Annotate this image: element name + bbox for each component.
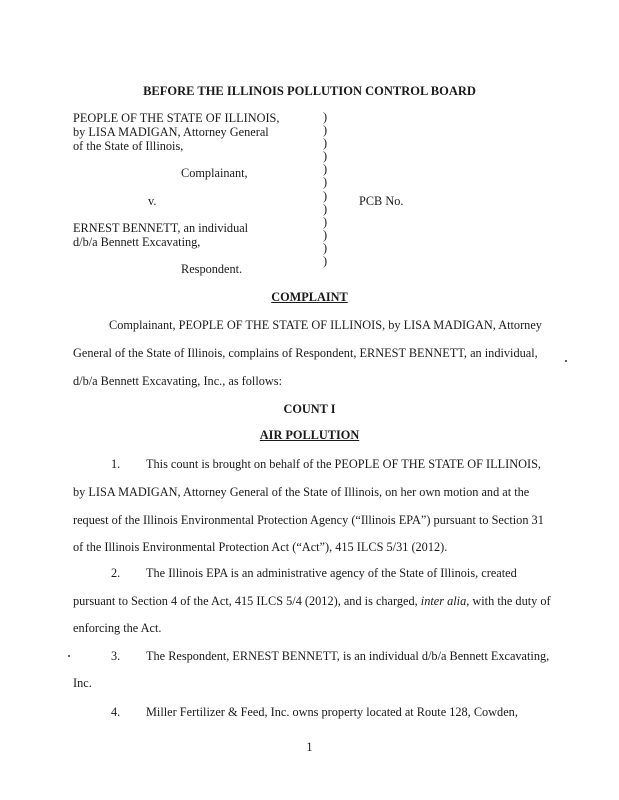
paragraph-3-line-2: Inc. [73, 676, 92, 690]
intro-line-3: d/b/a Bennett Excavating, Inc., as follows: [73, 374, 282, 388]
complainant-label: Complainant, [181, 166, 248, 180]
count-subtitle: AIR POLLUTION [259, 428, 360, 442]
paragraph-number: 4. [111, 705, 121, 719]
paragraph-1-line-3: request of the Illinois Environmental Protection Agency (“Illinois EPA”) pursuant to Section 31 [73, 513, 544, 527]
paragraph-2-line-3: enforcing the Act. [73, 621, 162, 635]
paragraph-1-line-2: by LISA MADIGAN, Attorney General of the State of Illinois, on her own motion and at the [73, 485, 530, 499]
paragraph-2-line-2-post: , with the duty of [466, 594, 551, 608]
scan-speck [68, 655, 70, 657]
paragraph-number: 1. [111, 457, 121, 471]
paragraph-number: 2. [111, 566, 121, 580]
paragraph-1-line-1: This count is brought on behalf of the PEOPLE OF THE STATE OF ILLINOIS, [146, 457, 541, 471]
scan-speck [565, 360, 567, 362]
count-title: COUNT I [283, 402, 336, 416]
paragraph-4-line-1: Miller Fertilizer & Feed, Inc. owns property located at Route 128, Cowden, [146, 705, 518, 719]
complaint-title: COMPLAINT [271, 290, 348, 304]
plaintiff-line-2: by LISA MADIGAN, Attorney General [73, 125, 269, 139]
defendant-line-1: ERNEST BENNETT, an individual [73, 221, 249, 235]
plaintiff-line-3: of the State of Illinois, [73, 139, 184, 153]
intro-line-2: General of the State of Illinois, complains of Respondent, ERNEST BENNETT, an individual, [73, 346, 538, 360]
paragraph-1-line-4: of the Illinois Environmental Protection Act (“Act”), 415 ILCS 5/31 (2012). [73, 540, 448, 554]
paragraph-2-italic-term: inter alia [420, 594, 467, 608]
versus-label: v. [148, 194, 157, 208]
paragraph-3-line-1: The Respondent, ERNEST BENNETT, is an individual d/b/a Bennett Excavating, [146, 649, 550, 663]
pcb-number-label: PCB No. [359, 194, 404, 208]
defendant-line-2: d/b/a Bennett Excavating, [73, 235, 201, 249]
paragraph-2-line-2 [73, 594, 551, 609]
caption-parentheses: ) ) ) ) ) ) ) ) ) ) ) ) [323, 110, 328, 269]
intro-line-1: Complainant, PEOPLE OF THE STATE OF ILLINOIS, by LISA MADIGAN, Attorney [109, 318, 542, 332]
paragraph-number: 3. [111, 649, 121, 663]
page-number: 1 [306, 740, 313, 754]
respondent-label: Respondent. [181, 262, 243, 276]
paragraph-2-line-1: The Illinois EPA is an administrative agency of the State of Illinois, created [146, 566, 517, 580]
plaintiff-line-1: PEOPLE OF THE STATE OF ILLINOIS, [73, 111, 280, 125]
paragraph-2-line-2-pre: pursuant to Section 4 of the Act, 415 ILCS 5/4 (2012), and is charged, [73, 594, 421, 608]
board-heading: BEFORE THE ILLINOIS POLLUTION CONTROL BOARD [143, 84, 476, 98]
